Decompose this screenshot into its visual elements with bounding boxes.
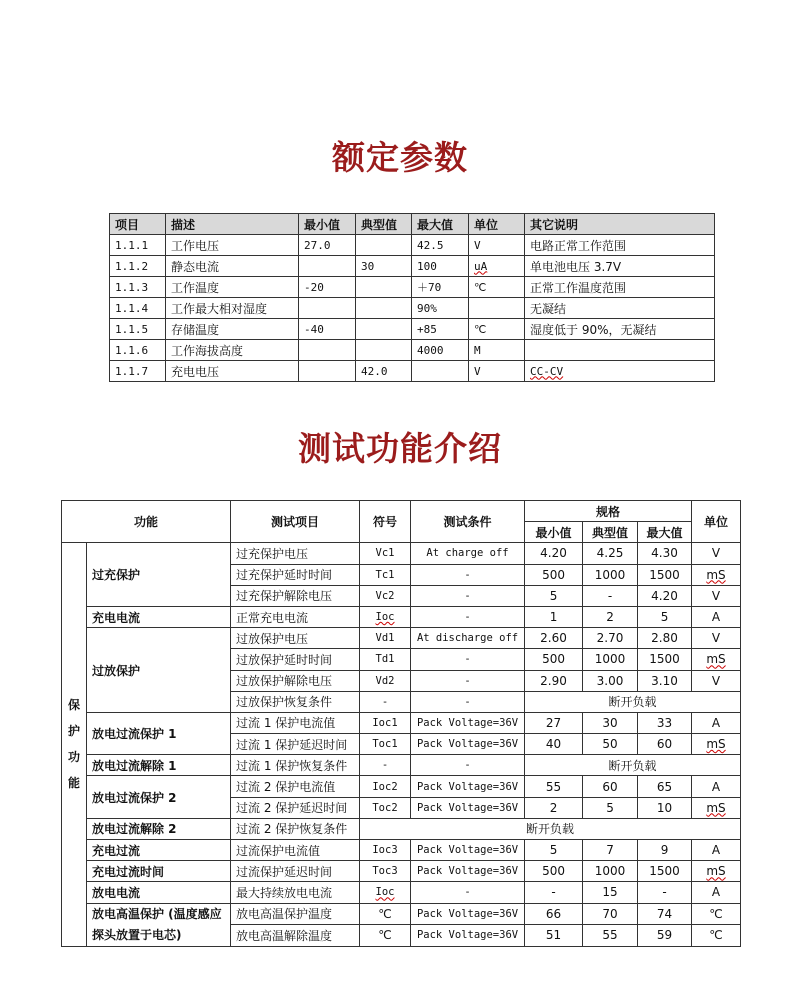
category-protection: 保护功能 [62, 543, 87, 946]
cell-unit: mS [706, 652, 726, 667]
cell-condition: Pack Voltage=36V [411, 840, 525, 861]
cell-unit: ℃ [469, 319, 525, 340]
cell-max [412, 361, 469, 382]
cell-merged: 断开负载 [525, 691, 741, 712]
cell-unit: mS [706, 567, 726, 582]
cell-min: 5 [525, 840, 583, 861]
cell-note: CC-CV [530, 364, 564, 378]
cell-min: 4.20 [525, 543, 583, 564]
group-label: 放电高温保护 (温度感应探头放置于电芯) [87, 903, 231, 946]
cell-min: -40 [299, 319, 356, 340]
cell-condition: - [411, 755, 525, 776]
cell-condition: At discharge off [411, 628, 525, 649]
header-min: 最小值 [525, 522, 583, 543]
cell-min: 51 [525, 925, 583, 947]
table-row [110, 361, 715, 382]
cell-unit: ℃ [692, 903, 741, 925]
cell-max: 90% [412, 298, 469, 319]
cell-item: 过充保护延时时间 [231, 564, 360, 585]
cell-symbol: Ioc2 [360, 776, 411, 797]
cell-item: 放电高温解除温度 [231, 925, 360, 947]
cell-item: 正常充电电流 [231, 606, 360, 627]
cell-typ: 60 [583, 776, 638, 797]
cell-min [299, 340, 356, 361]
cell-note: 电路正常工作范围 [525, 235, 715, 256]
section-title-test-functions: 测试功能介绍 [298, 429, 502, 468]
cell-unit: mS [706, 800, 726, 815]
cell-typ [356, 298, 412, 319]
cell-desc: 存储温度 [166, 319, 299, 340]
cell-item: 过流 1 保护延迟时间 [231, 734, 360, 755]
cell-min: 27.0 [299, 235, 356, 256]
header-function: 功能 [62, 501, 231, 543]
table-row [110, 340, 715, 361]
cell-min: 66 [525, 903, 583, 925]
cell-symbol: Ioc3 [360, 840, 411, 861]
cell-condition: Pack Voltage=36V [411, 734, 525, 755]
cell-condition: - [411, 649, 525, 670]
cell-item: 1.1.1 [110, 235, 166, 256]
cell-item: 最大持续放电电流 [231, 882, 360, 903]
cell-unit: A [692, 882, 741, 903]
cell-typ: 1000 [583, 861, 638, 882]
cell-symbol: Ioc [375, 611, 395, 624]
cell-typ: 3.00 [583, 670, 638, 691]
cell-typ: 1000 [583, 649, 638, 670]
cell-symbol: Tc1 [360, 564, 411, 585]
group-label: 充电电流 [87, 606, 231, 627]
cell-desc: 工作海拔高度 [166, 340, 299, 361]
cell-desc: 充电电压 [166, 361, 299, 382]
cell-typ: - [583, 585, 638, 606]
cell-typ: 50 [583, 734, 638, 755]
table-header-row [110, 214, 715, 235]
group-label: 放电电流 [87, 882, 231, 903]
header-unit: 单位 [469, 214, 525, 235]
cell-item: 1.1.2 [110, 256, 166, 277]
cell-symbol: Toc1 [360, 734, 411, 755]
group-label: 过充保护 [87, 543, 231, 607]
cell-item: 过流保护电流值 [231, 840, 360, 861]
table-row [62, 840, 741, 861]
cell-desc: 工作电压 [166, 235, 299, 256]
cell-min [299, 298, 356, 319]
cell-symbol: Toc3 [360, 861, 411, 882]
cell-min: 55 [525, 776, 583, 797]
cell-item: 过流 1 保护电流值 [231, 712, 360, 733]
cell-unit: ℃ [692, 925, 741, 947]
cell-item: 过充保护解除电压 [231, 585, 360, 606]
cell-max: 9 [638, 840, 692, 861]
cell-min: 5 [525, 585, 583, 606]
header-condition: 测试条件 [411, 501, 525, 543]
cell-min: -20 [299, 277, 356, 298]
cell-max: 5 [638, 606, 692, 627]
group-label: 放电过流保护 2 [87, 776, 231, 818]
cell-note [525, 340, 715, 361]
cell-item: 过流 2 保护电流值 [231, 776, 360, 797]
cell-min: 500 [525, 564, 583, 585]
cell-max: +85 [412, 319, 469, 340]
cell-symbol: Td1 [360, 649, 411, 670]
cell-item: 过流 2 保护延迟时间 [231, 797, 360, 818]
cell-unit: A [692, 776, 741, 797]
cell-min [299, 361, 356, 382]
cell-max: 74 [638, 903, 692, 925]
cell-min: 500 [525, 861, 583, 882]
cell-max: 60 [638, 734, 692, 755]
cell-item: 1.1.6 [110, 340, 166, 361]
header-item: 项目 [110, 214, 166, 235]
cell-note: 单电池电压 3.7V [525, 256, 715, 277]
cell-max: 100 [412, 256, 469, 277]
cell-unit: V [692, 543, 741, 564]
cell-typ: 1000 [583, 564, 638, 585]
header-test-item: 测试项目 [231, 501, 360, 543]
cell-typ: 7 [583, 840, 638, 861]
test-functions-table [61, 500, 741, 947]
cell-max: 59 [638, 925, 692, 947]
table-row [110, 319, 715, 340]
table-row [62, 628, 741, 649]
cell-typ: 42.0 [356, 361, 412, 382]
cell-item: 过流 2 保护恢复条件 [231, 818, 360, 839]
group-label: 充电过流时间 [87, 861, 231, 882]
cell-typ: 4.25 [583, 543, 638, 564]
header-min: 最小值 [299, 214, 356, 235]
cell-condition: Pack Voltage=36V [411, 776, 525, 797]
cell-min: 500 [525, 649, 583, 670]
cell-unit: A [692, 712, 741, 733]
header-unit: 单位 [692, 501, 741, 543]
table-row [110, 298, 715, 319]
cell-max: 1500 [638, 861, 692, 882]
header-typ: 典型值 [356, 214, 412, 235]
cell-symbol: Toc2 [360, 797, 411, 818]
cell-unit [469, 298, 525, 319]
cell-item: 1.1.4 [110, 298, 166, 319]
group-label: 充电过流 [87, 840, 231, 861]
cell-min [299, 256, 356, 277]
cell-min: 40 [525, 734, 583, 755]
cell-symbol: - [360, 691, 411, 712]
cell-desc: 静态电流 [166, 256, 299, 277]
cell-unit: A [692, 606, 741, 627]
header-symbol: 符号 [360, 501, 411, 543]
cell-min: 27 [525, 712, 583, 733]
cell-item: 过流保护延迟时间 [231, 861, 360, 882]
header-max: 最大值 [412, 214, 469, 235]
cell-min: - [525, 882, 583, 903]
table-header-row [62, 501, 741, 522]
cell-typ [356, 235, 412, 256]
cell-condition: Pack Voltage=36V [411, 797, 525, 818]
cell-condition: - [411, 564, 525, 585]
cell-symbol: Vc2 [360, 585, 411, 606]
cell-max: 1500 [638, 649, 692, 670]
cell-max: 2.80 [638, 628, 692, 649]
table-row [110, 277, 715, 298]
cell-unit: M [469, 340, 525, 361]
header-max: 最大值 [638, 522, 692, 543]
cell-unit: mS [706, 737, 726, 752]
cell-typ [356, 319, 412, 340]
cell-item: 1.1.5 [110, 319, 166, 340]
table-row [62, 882, 741, 903]
cell-max: 4.30 [638, 543, 692, 564]
cell-item: 过充保护电压 [231, 543, 360, 564]
cell-max: 4.20 [638, 585, 692, 606]
cell-symbol: Ioc [375, 886, 395, 899]
cell-typ: 30 [583, 712, 638, 733]
cell-condition: - [411, 882, 525, 903]
cell-item: 过放保护电压 [231, 628, 360, 649]
cell-symbol: Vd2 [360, 670, 411, 691]
cell-max: 4000 [412, 340, 469, 361]
group-label: 放电过流保护 1 [87, 712, 231, 754]
cell-symbol: Ioc1 [360, 712, 411, 733]
cell-max: 10 [638, 797, 692, 818]
cell-condition: - [411, 691, 525, 712]
cell-unit: V [469, 235, 525, 256]
cell-condition: Pack Voltage=36V [411, 903, 525, 925]
table-row [62, 776, 741, 797]
cell-item: 过流 1 保护恢复条件 [231, 755, 360, 776]
cell-min: 2 [525, 797, 583, 818]
cell-item: 过放保护延时时间 [231, 649, 360, 670]
group-label: 过放保护 [87, 628, 231, 713]
table-row [62, 712, 741, 733]
cell-max: - [638, 882, 692, 903]
cell-condition: At charge off [411, 543, 525, 564]
cell-symbol: ℃ [360, 925, 411, 947]
cell-typ [356, 277, 412, 298]
cell-condition: Pack Voltage=36V [411, 861, 525, 882]
cell-item: 过放保护恢复条件 [231, 691, 360, 712]
cell-symbol: - [360, 755, 411, 776]
cell-condition: Pack Voltage=36V [411, 925, 525, 947]
cell-typ: 55 [583, 925, 638, 947]
cell-typ: 70 [583, 903, 638, 925]
cell-merged: 断开负载 [360, 818, 741, 839]
cell-max: 3.10 [638, 670, 692, 691]
cell-condition: - [411, 585, 525, 606]
cell-min: 2.90 [525, 670, 583, 691]
table-row [62, 543, 741, 564]
table-row [110, 235, 715, 256]
cell-item: 过放保护解除电压 [231, 670, 360, 691]
table-row [62, 755, 741, 776]
cell-symbol: ℃ [360, 903, 411, 925]
cell-max: 65 [638, 776, 692, 797]
cell-min: 1 [525, 606, 583, 627]
cell-max: 33 [638, 712, 692, 733]
cell-note: 湿度低于 90%，无凝结 [525, 319, 715, 340]
table-row [62, 818, 741, 839]
cell-typ [356, 340, 412, 361]
cell-unit: ℃ [469, 277, 525, 298]
cell-max: 42.5 [412, 235, 469, 256]
header-note: 其它说明 [525, 214, 715, 235]
cell-desc: 工作温度 [166, 277, 299, 298]
cell-condition: - [411, 606, 525, 627]
cell-unit: V [692, 670, 741, 691]
cell-note: 无凝结 [525, 298, 715, 319]
table-row [110, 256, 715, 277]
section-title-rated-params: 额定参数 [332, 138, 468, 177]
table-row [62, 606, 741, 627]
header-spec: 规格 [525, 501, 692, 522]
cell-max: ＋70 [412, 277, 469, 298]
cell-item: 放电高温保护温度 [231, 903, 360, 925]
cell-typ: 30 [356, 256, 412, 277]
cell-condition: - [411, 670, 525, 691]
cell-merged: 断开负载 [525, 755, 741, 776]
cell-max: 1500 [638, 564, 692, 585]
cell-unit: uA [474, 259, 488, 273]
header-desc: 描述 [166, 214, 299, 235]
cell-condition: Pack Voltage=36V [411, 712, 525, 733]
cell-item: 1.1.3 [110, 277, 166, 298]
cell-min: 2.60 [525, 628, 583, 649]
group-label: 放电过流解除 1 [87, 755, 231, 776]
cell-unit: A [692, 840, 741, 861]
cell-typ: 2.70 [583, 628, 638, 649]
cell-typ: 2 [583, 606, 638, 627]
cell-unit: V [692, 628, 741, 649]
cell-unit: V [469, 361, 525, 382]
cell-note: 正常工作温度范围 [525, 277, 715, 298]
cell-typ: 15 [583, 882, 638, 903]
table-row [62, 861, 741, 882]
cell-unit: V [692, 585, 741, 606]
header-typ: 典型值 [583, 522, 638, 543]
cell-desc: 工作最大相对湿度 [166, 298, 299, 319]
rated-params-table [109, 213, 715, 382]
cell-symbol: Vd1 [360, 628, 411, 649]
group-label: 放电过流解除 2 [87, 818, 231, 839]
cell-symbol: Vc1 [360, 543, 411, 564]
cell-item: 1.1.7 [110, 361, 166, 382]
table-row [62, 903, 741, 925]
cell-typ: 5 [583, 797, 638, 818]
cell-unit: mS [706, 864, 726, 879]
